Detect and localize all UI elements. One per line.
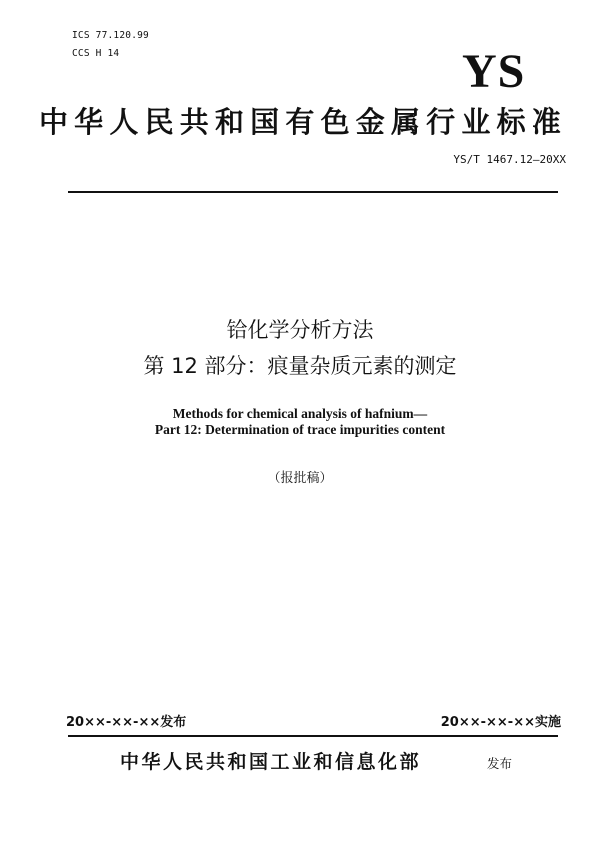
- issue-date: 20××-××-××发布: [66, 715, 187, 730]
- publish-label: 发布: [487, 756, 513, 771]
- ys-logo: YS: [462, 45, 526, 98]
- issuing-ministry: 中华人民共和国工业和信息化部: [120, 751, 422, 773]
- ccs-code: CCS H 14: [72, 48, 120, 59]
- standard-number: YS/T 1467.12—20XX: [453, 153, 566, 166]
- draft-status: （报批稿）: [267, 471, 333, 486]
- title-en-line2: Part 12: Determination of trace impurities content: [154, 422, 446, 437]
- title-en-line1: Methods for chemical analysis of hafnium—: [172, 406, 428, 421]
- implementation-date: 20××-××-××实施: [440, 715, 561, 730]
- ics-code: ICS 77.120.99: [72, 30, 149, 41]
- top-divider: [68, 191, 558, 193]
- organization-title: 中华人民共和国有色金属行业标准: [38, 105, 567, 139]
- bottom-divider: [68, 735, 558, 737]
- title-zh-line2: 第 12 部分：痕量杂质元素的测定: [143, 354, 457, 378]
- title-zh-line1: 铪化学分析方法: [226, 318, 374, 342]
